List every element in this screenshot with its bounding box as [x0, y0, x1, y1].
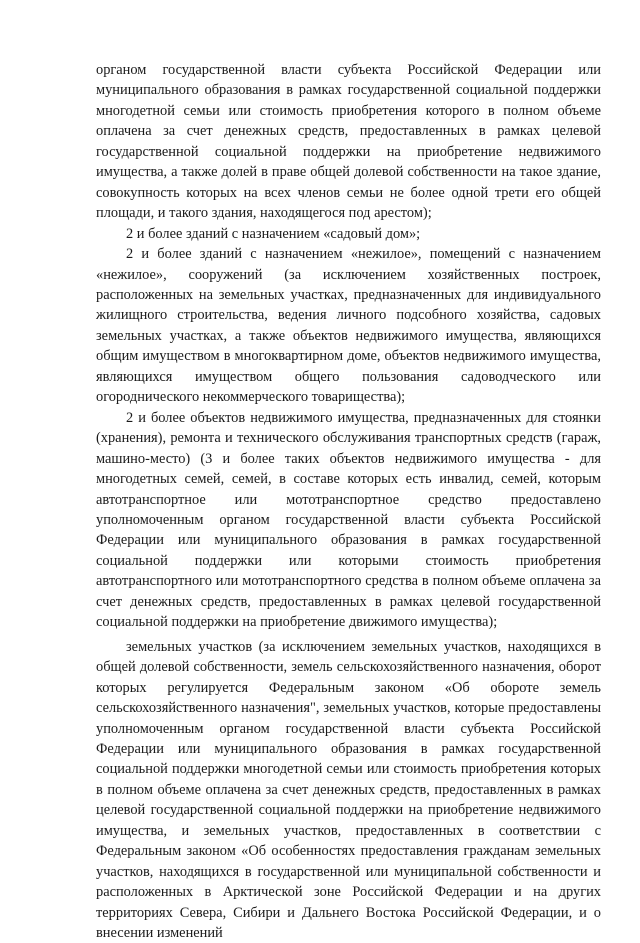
- paragraph-continuation: органом государственной власти субъекта Российской Федерации или муниципального образования в рамках государственной социальной поддержки многодетной семьи или стоимость приобретения которого в полном объеме оплачена за счет денежных средств, предоставленных в рамках целевой государственной социальной поддержки на приобретение недвижимого имущества, а также долей в праве общей долевой собственности на такое здание, совокупность которых на всех членов семьи не более одной трети его общей площади, и такого здания, находящегося под арестом);: [96, 62, 601, 222]
- paragraph-nonresidential-buildings: 2 и более зданий с назначением «нежилое», помещений с назначением «нежилое», сооружений (за исключением хозяйственных построек, расположенных на земельных участках, предназначенных для индивидуального жилищного строительства, ведения личного подсобного хозяйства, садовых земельных участках, а также объектов недвижимого имущества, являющихся общим имуществом в многоквартирном доме, объектов недвижимого имущества, являющихся имуществом общего пользования садоводческого или огороднического некоммерческого товарищества);: [96, 246, 601, 406]
- paragraph-garages: 2 и более объектов недвижимого имущества, предназначенных для стоянки (хранения), ремонта и технического обслуживания транспортных средств (гараж, машино-место) (3 и более таких объектов недвижимого имущества - для многодетных семей, семей, в составе которых есть инвалид, семей, которым автотранспортное или мототранспортное средство предоставлено уполномоченным органом государственной власти субъекта Российской Федерации или муниципального образования в рамках государственной социальной поддержки или которыми стоимость приобретения автотранспортного или мототранспортного средства в полном объеме оплачена за счет денежных средств, предоставленных в рамках целевой государственной социальной поддержки на приобретение движимого имущества);: [96, 409, 601, 631]
- document-body: [96, 60, 601, 943]
- paragraph-land-plots: земельных участков (за исключением земельных участков, находящихся в общей долевой собственности, земель сельскохозяйственного назначения, оборот которых регулируется Федеральным законом «Об обороте земель сельскохозяйственного назначения", земельных участков, которые предоставлены уполномоченным органом государственной власти субъекта Российской Федерации или муниципального образования в рамках государственной социальной поддержки многодетной семьи или стоимость приобретения которых в полном объеме оплачена за счет денежных средств, предоставленных в рамках целевой государственной социальной поддержки на приобретение недвижимого имущества, и земельных участков, предоставленных в соответствии с Федеральным законом «Об особенностях предоставления гражданам земельных участков, находящихся в государственной или муниципальной собственности и расположенных в Арктической зоне Российской Федерации и на других территориях Севера, Сибири и Дальнего Востока Российской Федерации, и о внесении изменений: [96, 638, 601, 942]
- paragraph-garden-houses: 2 и более зданий с назначением «садовый дом»;: [126, 225, 421, 242]
